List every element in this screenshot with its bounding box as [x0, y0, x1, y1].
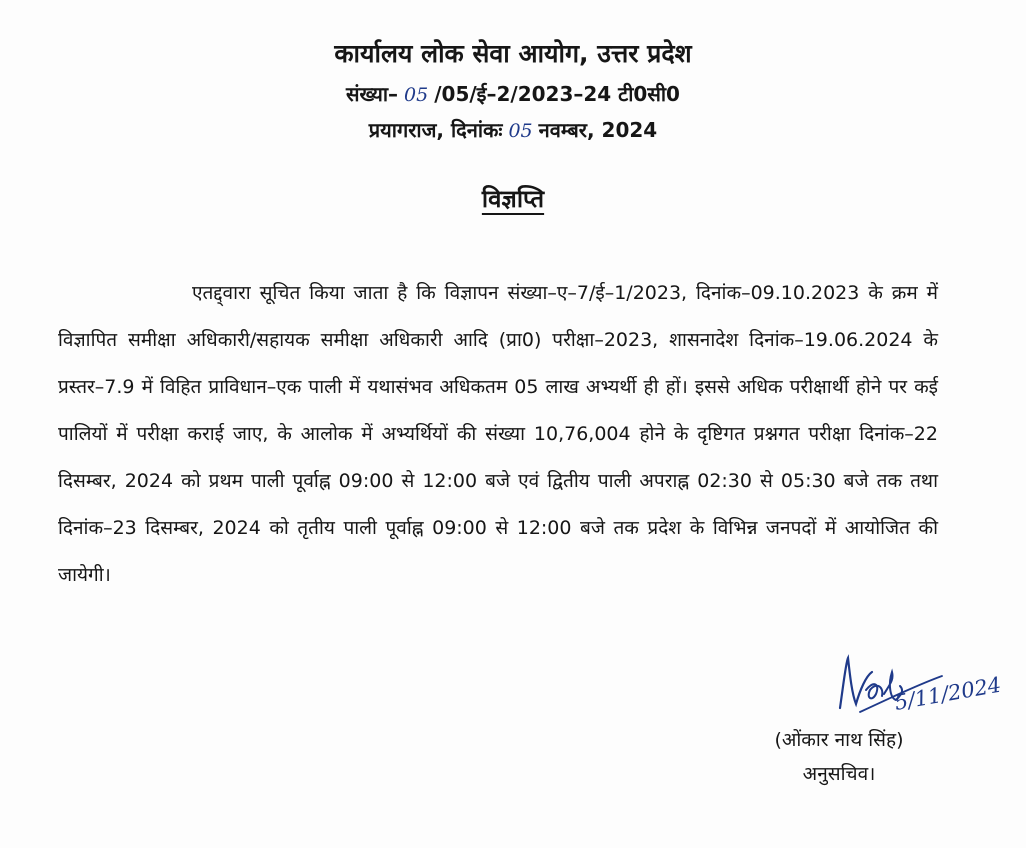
- notice-title-text: विज्ञप्ति: [481, 185, 545, 213]
- date-handwritten-day: 05: [508, 120, 533, 142]
- date-suffix: नवम्बर, 2024: [538, 118, 658, 142]
- signatory-designation: अनुसचिव।: [802, 763, 876, 785]
- place-date-prefix: प्रयागराज, दिनांकः: [368, 118, 503, 142]
- signatory-name: (ओंकार नाथ सिंह): [774, 729, 904, 751]
- reference-prefix: संख्या–: [346, 82, 399, 106]
- reference-number: [0, 80, 1026, 107]
- notice-title: [0, 182, 1026, 215]
- reference-handwritten-number: 05: [404, 84, 429, 106]
- office-heading: कार्यालय लोक सेवा आयोग, उत्तर प्रदेश: [334, 39, 692, 68]
- signature-date: 5/11/2024: [892, 672, 1003, 715]
- reference-suffix: /05/ई–2/2023–24 टी0सी0: [434, 82, 680, 106]
- place-date: [0, 116, 1026, 143]
- notice-body: एतद्द्वारा सूचित किया जाता है कि विज्ञापन संख्या–ए–7/ई–1/2023, दिनांक–09.10.2023 के क्रम में विज्ञापित समीक्षा अधिकारी/सहायक समीक्षा अधिकारी आदि (प्रा0) परीक्षा–2023, शासनादेश दिनांक–19.06.2024 के प्रस्तर–7.9 में विहित प्राविधान–एक पाली में यथासंभव अधिकतम 05 लाख अभ्यर्थी ही हों। इससे अधिक परीक्षार्थी होने पर कई पालियों में परीक्षा कराई जाए, के आलोक में अभ्यर्थियों की संख्या 10,76,004 होने के दृष्टिगत प्रश्नगत परीक्षा दिनांक–22 दिसम्बर, 2024 को प्रथम पाली पूर्वाह्न 09:00 से 12:00 बजे एवं द्वितीय पाली अपराह्न 02:30 से 05:30 बजे तक तथा दिनांक–23 दिसम्बर, 2024 को तृतीय पाली पूर्वाह्न 09:00 से 12:00 बजे तक प्रदेश के विभिन्न जनपदों में आयोजित की जायेगी।: [58, 282, 938, 586]
- signature-image: [830, 650, 1003, 720]
